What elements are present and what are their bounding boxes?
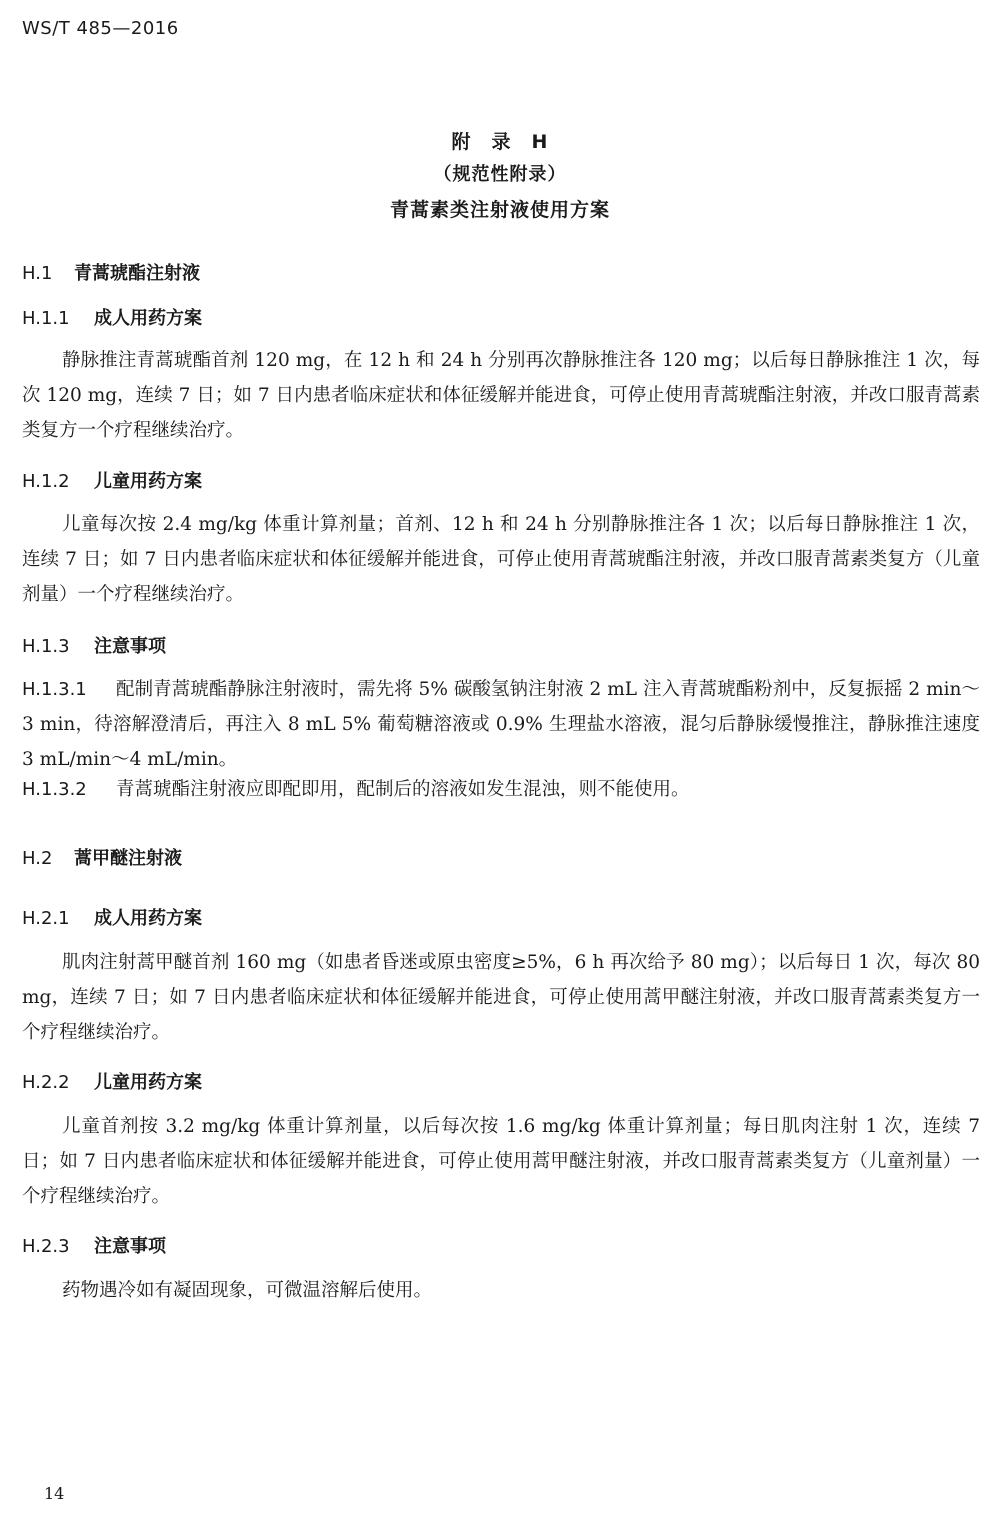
page-number: 14 xyxy=(44,1484,65,1503)
section-h2-3-heading xyxy=(22,1232,166,1258)
section-number: H.2 xyxy=(22,848,53,869)
section-title: 蒿甲醚注射液 xyxy=(74,848,182,869)
section-number: H.1.1 xyxy=(22,308,70,329)
item-number: H.1.3.2 xyxy=(22,779,87,800)
section-h2-heading xyxy=(22,844,182,870)
section-h1-2-text: 儿童每次按 2.4 mg/kg 体重计算剂量；首剂、12 h 和 24 h 分别静脉推注各 1 次；以后每日静脉推注 1 次，连续 7 日；如 7 日内患者临床症状和体征缓解并能进食，可停止使用青蒿琥酯注射液，并改口服青蒿素类复方（儿童剂量）一个疗程继续治疗。 xyxy=(22,514,980,605)
section-h1-3-heading xyxy=(22,632,166,658)
section-number: H.2.3 xyxy=(22,1236,70,1257)
section-number: H.2.2 xyxy=(22,1072,70,1093)
item-text: 青蒿琥酯注射液应即配即用，配制后的溶液如发生混浊，则不能使用。 xyxy=(116,779,690,800)
appendix-name: 青蒿素类注射液使用方案 xyxy=(389,199,610,221)
item-number: H.1.3.1 xyxy=(22,679,87,700)
section-h2-3-text: 药物遇冷如有凝固现象，可微温溶解后使用。 xyxy=(62,1280,433,1301)
item-h1-3-1 xyxy=(22,672,980,777)
section-h2-1-text: 肌肉注射蒿甲醚首剂 160 mg（如患者昏迷或原虫密度≥5%，6 h 再次给予 80 mg）；以后每日 1 次，每次 80 mg，连续 7 日；如 7 日内患者临床症状和体征缓解并能进食，可停止使用蒿甲醚注射液，并改口服青蒿素类复方一个疗程继续治疗。 xyxy=(22,952,980,1043)
item-text: 配制青蒿琥酯静脉注射液时，需先将 5% 碳酸氢钠注射液 2 mL 注入青蒿琥酯粉剂中，反复振摇 2 min～3 min，待溶解澄清后，再注入 8 mL 5% 葡萄糖溶液或 0.9% 生理盐水溶液，混匀后静脉缓慢推注，静脉推注速度 3 mL/min～4 mL/min。 xyxy=(22,679,980,770)
section-title: 儿童用药方案 xyxy=(94,1072,202,1093)
appendix-title: 附 录 H xyxy=(451,131,549,153)
section-title: 儿童用药方案 xyxy=(94,471,202,492)
section-h1-1-heading xyxy=(22,304,202,330)
section-number: H.2.1 xyxy=(22,908,70,929)
section-h1-heading xyxy=(22,259,200,285)
section-number: H.1.3 xyxy=(22,636,70,657)
section-title: 青蒿琥酯注射液 xyxy=(74,263,200,284)
section-h1-1-text: 静脉推注青蒿琥酯首剂 120 mg，在 12 h 和 24 h 分别再次静脉推注各 120 mg；以后每日静脉推注 1 次，每次 120 mg，连续 7 日；如 7 日内患者临床症状和体征缓解并能进食，可停止使用青蒿琥酯注射液，并改口服青蒿素类复方一个疗程继续治疗。 xyxy=(22,350,980,441)
standard-code: WS/T 485—2016 xyxy=(22,18,179,39)
section-h2-2-text: 儿童首剂按 3.2 mg/kg 体重计算剂量，以后每次按 1.6 mg/kg 体重计算剂量；每日肌肉注射 1 次，连续 7 日；如 7 日内患者临床症状和体征缓解并能进食，可停止使用蒿甲醚注射液，并改口服青蒿素类复方（儿童剂量）一个疗程继续治疗。 xyxy=(22,1116,980,1207)
section-title: 注意事项 xyxy=(94,636,166,657)
appendix-type: （规范性附录） xyxy=(433,164,567,185)
section-h2-1-heading xyxy=(22,904,202,930)
section-title: 注意事项 xyxy=(94,1236,166,1257)
item-h1-3-2 xyxy=(22,772,980,807)
section-number: H.1.2 xyxy=(22,471,70,492)
section-number: H.1 xyxy=(22,263,53,284)
section-h1-2-heading xyxy=(22,467,202,493)
section-h2-2-heading xyxy=(22,1068,202,1094)
section-title: 成人用药方案 xyxy=(94,908,202,929)
section-title: 成人用药方案 xyxy=(94,308,202,329)
